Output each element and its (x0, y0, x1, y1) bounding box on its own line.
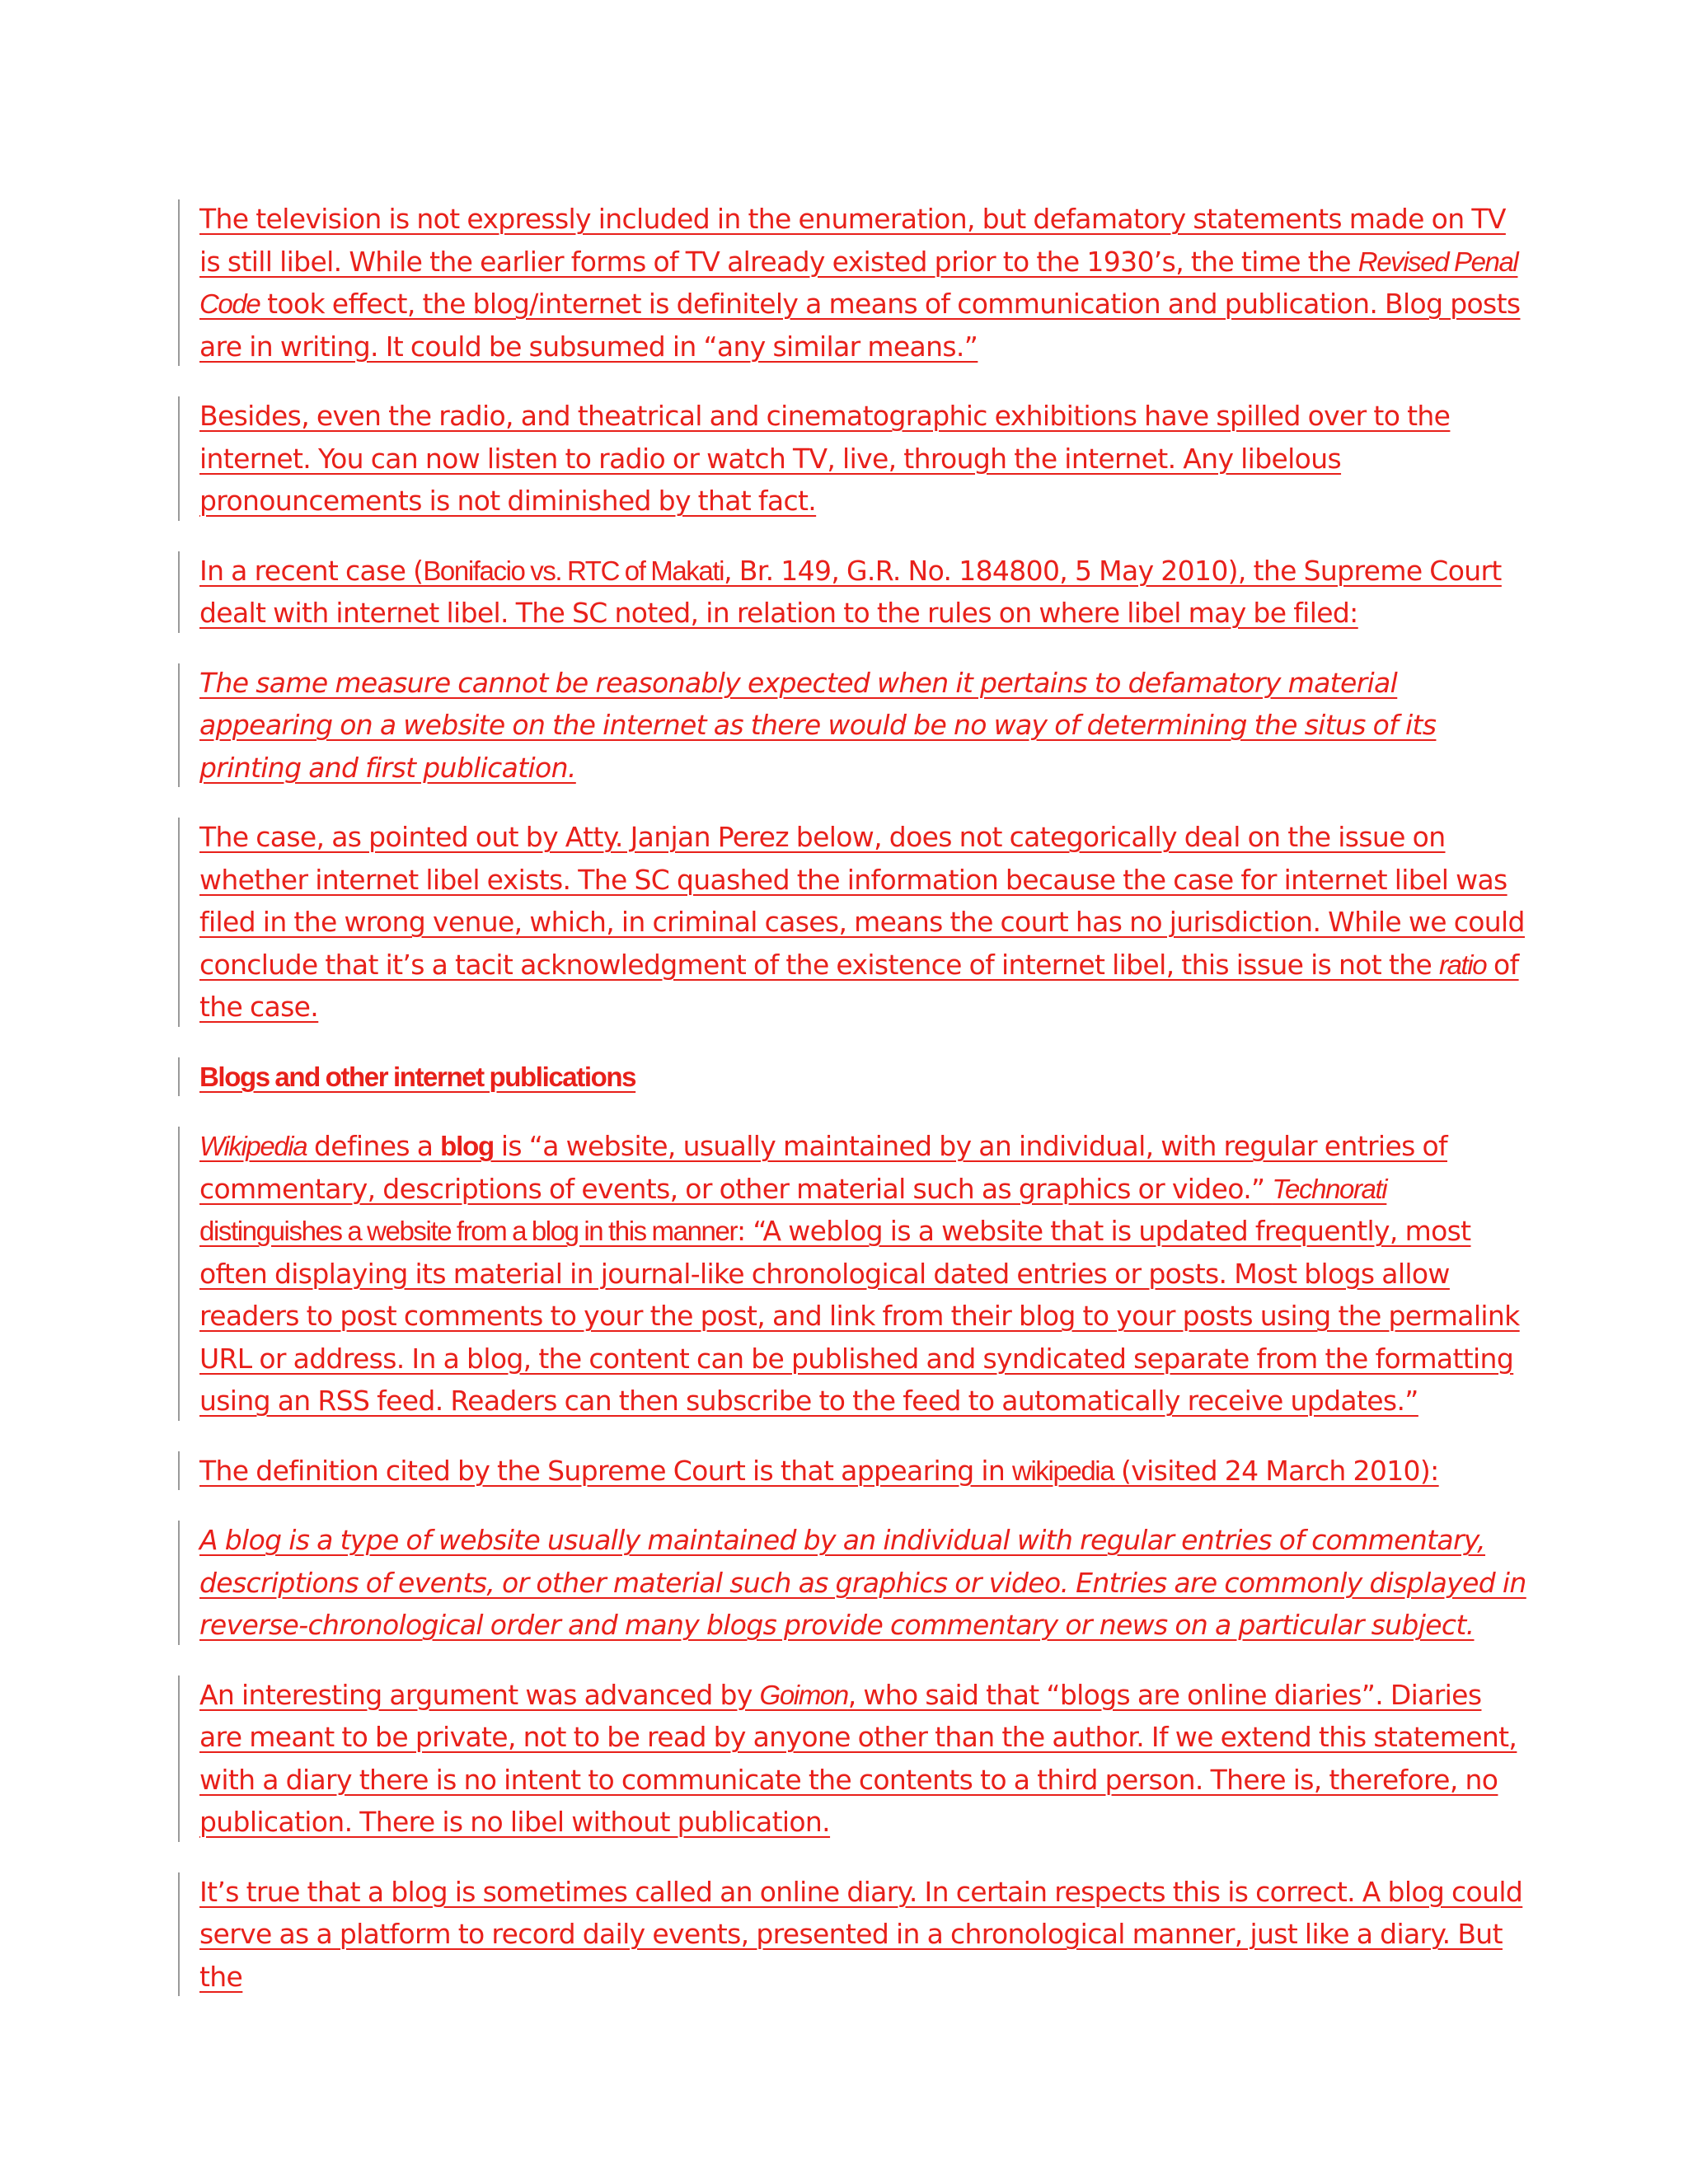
text-run: , who said that “blogs are online diaries”. Diaries are meant to be private, not to be read by anyone other than the author. If we extend this statement, with a diary there is no intent to communicate the contents to a third person. There is, therefore, no publication. There is no libel without publication. (199, 1678, 1517, 1838)
text-run: An interesting argument was advanced by (199, 1678, 760, 1711)
text-run: The case, as pointed out by Atty. Janjan Perez below, does not categorically deal on the issue on whether internet libel exists. The SC quashed the information because the case for internet libel was filed in the wrong venue, which, in criminal cases, means the court has no jurisdiction. While we could conclude that it’s a tacit acknowledgment of the existence of internet libel, this issue is not the (199, 821, 1525, 981)
paragraph-wikipedia-definition (178, 1125, 1530, 1422)
text-run-italic: Wikipedia (199, 1131, 307, 1161)
paragraph-supreme-court-definition (178, 1450, 1530, 1493)
text-run: defines a (307, 1130, 441, 1162)
case-name: Bonifacio vs. RTC of Makati (423, 555, 724, 586)
text-run-italic: A blog is a type of website usually maintained by an individual with regular entries of commentary, descriptions of events, or other material such as graphics or video. Entries are commonly displayed in reverse-chronological order and many blogs provide commentary or news on a particular subject. (199, 1524, 1526, 1641)
heading-text: Blogs and other internet publications (199, 1061, 636, 1092)
text-run: wikipedia (1012, 1455, 1114, 1486)
text-run: , Br. 149, G.R. No. 184800, 5 May 2010), the Supreme Court dealt with internet libel. The SC noted, in relation to the rules on where libel may be filed: (199, 554, 1502, 629)
text-run: The definition cited by the Supreme Court is that appearing in (199, 1454, 1013, 1487)
text-run-italic: The same measure cannot be reasonably expected when it pertains to defamatory material appearing on a website on the internet as there would be no way of determining the situs of its printing and first publication. (199, 666, 1437, 784)
text-run-italic: ratio (1438, 949, 1487, 980)
text-run: (visited 24 March 2010): (1114, 1454, 1439, 1487)
text-run: took effect, the blog/internet is definitely a means of communication and publication. Blog posts are in writing. It could be subsumed in “any similar means.” (199, 288, 1521, 363)
paragraph-goimon-argument (178, 1674, 1530, 1844)
section-heading (178, 1056, 1530, 1099)
paragraph-radio (178, 395, 1530, 523)
text-run: The television is not expressly included in the enumeration, but defamatory statements made on TV is still libel. While the earlier forms of TV already existed prior to the 1930’s, the time the (199, 203, 1506, 278)
text-run: : “A weblog is a website that is updated frequently, most often displaying its material in journal-like chronological dated entries or posts. Most blogs allow readers to post comments to your the post, and link from their blog to your posts using the permalink URL or address. In a blog, the content can be published and syndicated separate from the formatting using an RSS feed. Readers can then subscribe to the feed to automatically receive updates.” (199, 1215, 1520, 1417)
text-run-italic: Revised Penal Code (199, 246, 1518, 319)
text-run: Besides, even the radio, and theatrical and cinematographic exhibitions have spilled over to the internet. You can now listen to radio or watch TV, live, through the internet. Any libelous pronouncements is not diminished by that fact. (199, 400, 1451, 517)
text-run: It’s true that a blog is sometimes called an online diary. In certain respects this is correct. A blog could serve as a platform to record daily events, presented in a chronological manner, just like a diary. But the (199, 1875, 1523, 1993)
text-run: In a recent case ( (199, 554, 424, 587)
text-run: distinguishes a website from a blog in this manner (199, 1216, 738, 1246)
quote-same-measure (178, 662, 1530, 790)
paragraph-television (178, 198, 1530, 368)
paragraph-recent-case (178, 550, 1530, 635)
paragraph-case-perez (178, 816, 1530, 1029)
text-run-italic: Goimon (759, 1679, 848, 1710)
text-run: is “a website, usually maintained by an individual, with regular entries of commentary, descriptions of events, or other material such as graphics or video.” (199, 1130, 1447, 1205)
quote-blog-definition (178, 1519, 1530, 1647)
text-run-italic: Technorati (1272, 1173, 1387, 1204)
text-run-bold: blog (440, 1131, 495, 1161)
document-body (178, 198, 1530, 2025)
paragraph-online-diary (178, 1871, 1530, 1999)
text-run: of the case. (199, 948, 1519, 1023)
